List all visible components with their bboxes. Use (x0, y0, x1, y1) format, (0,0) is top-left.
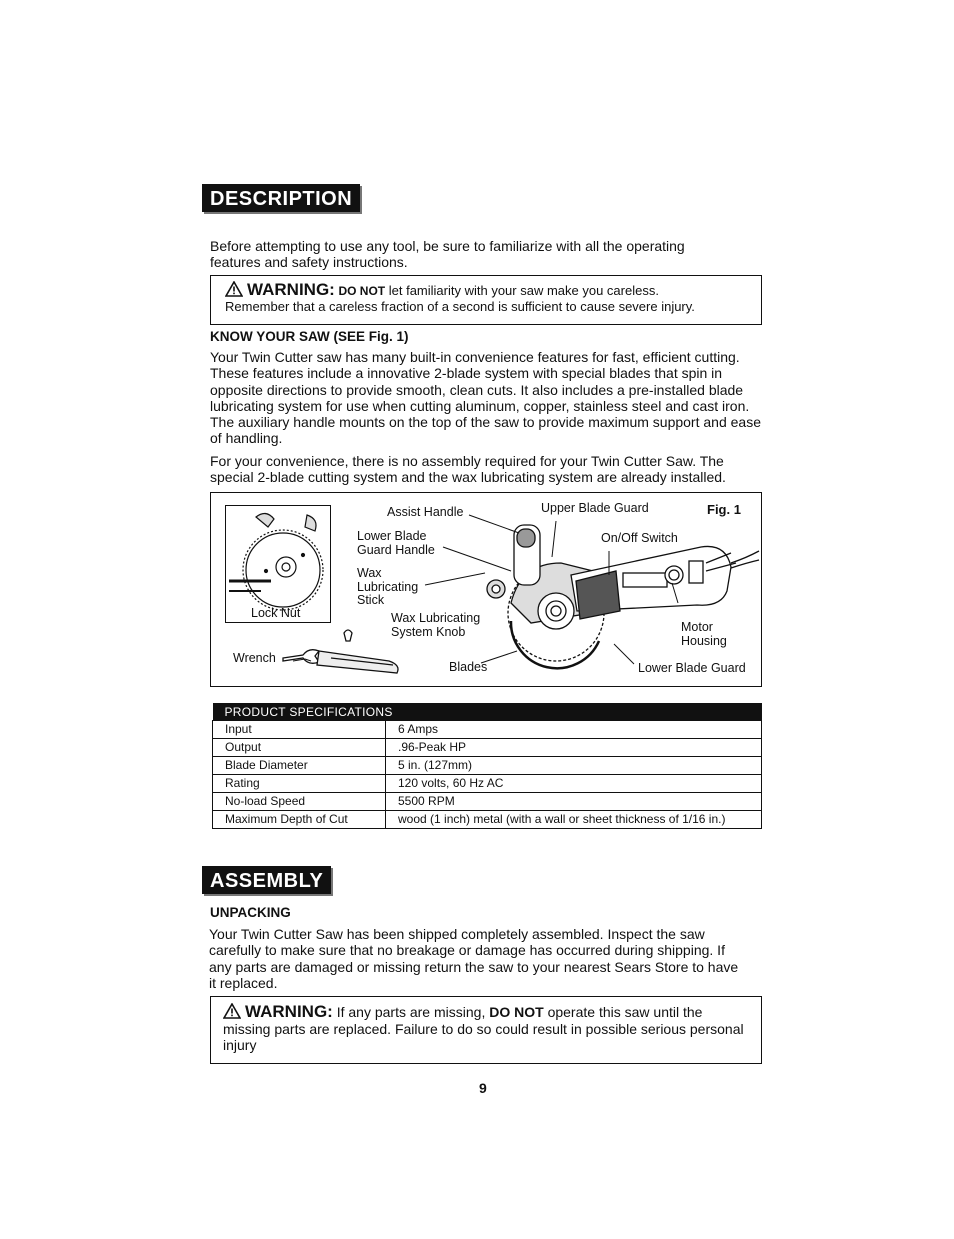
warning-line1: let familiarity with your saw make you careless. (385, 283, 659, 298)
label-motor-housing (681, 621, 727, 648)
spec-row (213, 757, 762, 775)
label-blades: Blades (449, 660, 488, 674)
figure-1-box (210, 492, 762, 687)
warning-title: WARNING: (247, 280, 335, 299)
label-lower-blade-guard: Lower Blade Guard (638, 661, 746, 675)
saw-illustration (211, 493, 760, 685)
warning-box-familiarity (210, 275, 762, 325)
spec-row (213, 721, 762, 739)
label-upper-blade-guard: Upper Blade Guard (541, 501, 649, 515)
warning-triangle-icon (223, 1003, 241, 1019)
unpacking-heading: UNPACKING (210, 905, 291, 920)
label-wax-stick-line3: Stick (357, 593, 385, 607)
know-your-saw-heading: KNOW YOUR SAW (SEE Fig. 1) (210, 329, 409, 344)
spec-value: .96-Peak HP (386, 739, 762, 757)
label-on-off-switch: On/Off Switch (601, 531, 678, 545)
spec-label: Rating (213, 775, 386, 793)
convenience-paragraph: For your convenience, there is no assembly required for your Twin Cutter Saw. The special 2-blade cutting system and the wax lubricating system are already installed. (210, 453, 726, 486)
spec-label: Input (213, 721, 386, 739)
label-assist-handle: Assist Handle (387, 505, 464, 519)
know-your-saw-paragraph: Your Twin Cutter saw has many built-in convenience features for fast, efficient cutting. These features include a innovative 2-blade system with special blades that spin in opposite directions to provide smooth, clean cuts. It also includes a pre-installed blade lubricating system for use when cutting aluminum, copper, stainless steel and cast iron. The auxiliary handle mounts on the top of the saw to provide maximum support and ease of handling. (210, 349, 761, 447)
unpacking-paragraph: Your Twin Cutter Saw has been shipped completely assembled. Inspect the saw carefully to make sure that no breakage or damage has occurred during shipping. If any parts are damaged or missing return the saw to your nearest Sears Store to have it replaced. (209, 926, 739, 991)
label-wax-knob (391, 612, 480, 639)
warning-box-missing-parts (210, 996, 762, 1064)
label-lower-blade-guard-handle-line2: Guard Handle (357, 542, 435, 557)
warning-lead: DO NOT (338, 284, 386, 298)
warning-rest: operate this saw until the missing parts are replaced. Failure to do so could result in possible serious personal injury (223, 1004, 744, 1053)
label-wax-stick-line1: Wax (357, 566, 382, 580)
warning-lead: DO NOT (489, 1004, 544, 1020)
spec-label: Maximum Depth of Cut (213, 811, 386, 829)
description-heading: DESCRIPTION (202, 184, 360, 212)
spec-row (213, 811, 762, 829)
spec-value: 6 Amps (386, 721, 762, 739)
spec-value: 5 in. (127mm) (386, 757, 762, 775)
spec-header: PRODUCT SPECIFICATIONS (213, 703, 762, 721)
label-motor-housing-line2: Housing (681, 633, 727, 648)
spec-value: 120 volts, 60 Hz AC (386, 775, 762, 793)
spec-row (213, 739, 762, 757)
spec-header-row (213, 703, 762, 721)
label-wax-stick (357, 567, 418, 608)
label-motor-housing-line1: Motor (681, 620, 713, 634)
assembly-heading: ASSEMBLY (202, 866, 331, 894)
spec-value: 5500 RPM (386, 793, 762, 811)
spec-label: Output (213, 739, 386, 757)
label-wax-stick-line2: Lubricating (357, 579, 419, 594)
label-wax-knob-line1: Wax Lubricating (391, 611, 481, 625)
spec-label: No-load Speed (213, 793, 386, 811)
spec-value: wood (1 inch) metal (with a wall or sheet thickness of 1/16 in.) (386, 811, 762, 829)
label-lock-nut: Lock Nut (251, 606, 301, 620)
figure-number: Fig. 1 (707, 502, 741, 517)
description-intro: Before attempting to use any tool, be sure to familiarize with all the operating features and safety instructions. (210, 238, 685, 271)
product-specifications-table (212, 703, 762, 829)
spec-row (213, 775, 762, 793)
label-lower-blade-guard-handle-line1: Lower Blade (357, 529, 427, 543)
warning-title: WARNING: (245, 1002, 333, 1021)
wrench-drawing (283, 630, 398, 673)
spec-label: Blade Diameter (213, 757, 386, 775)
label-wrench: Wrench (233, 651, 276, 665)
warning-triangle-icon (225, 281, 243, 297)
page-number: 9 (479, 1080, 487, 1096)
warning-line2: Remember that a careless fraction of a second is sufficient to cause severe injury. (225, 299, 695, 314)
label-wax-knob-line2: System Knob (391, 624, 466, 639)
warning-pre: If any parts are missing, (332, 1004, 490, 1020)
inset-blade-drawing (229, 513, 323, 610)
label-lower-blade-guard-handle (357, 530, 435, 557)
spec-row (213, 793, 762, 811)
